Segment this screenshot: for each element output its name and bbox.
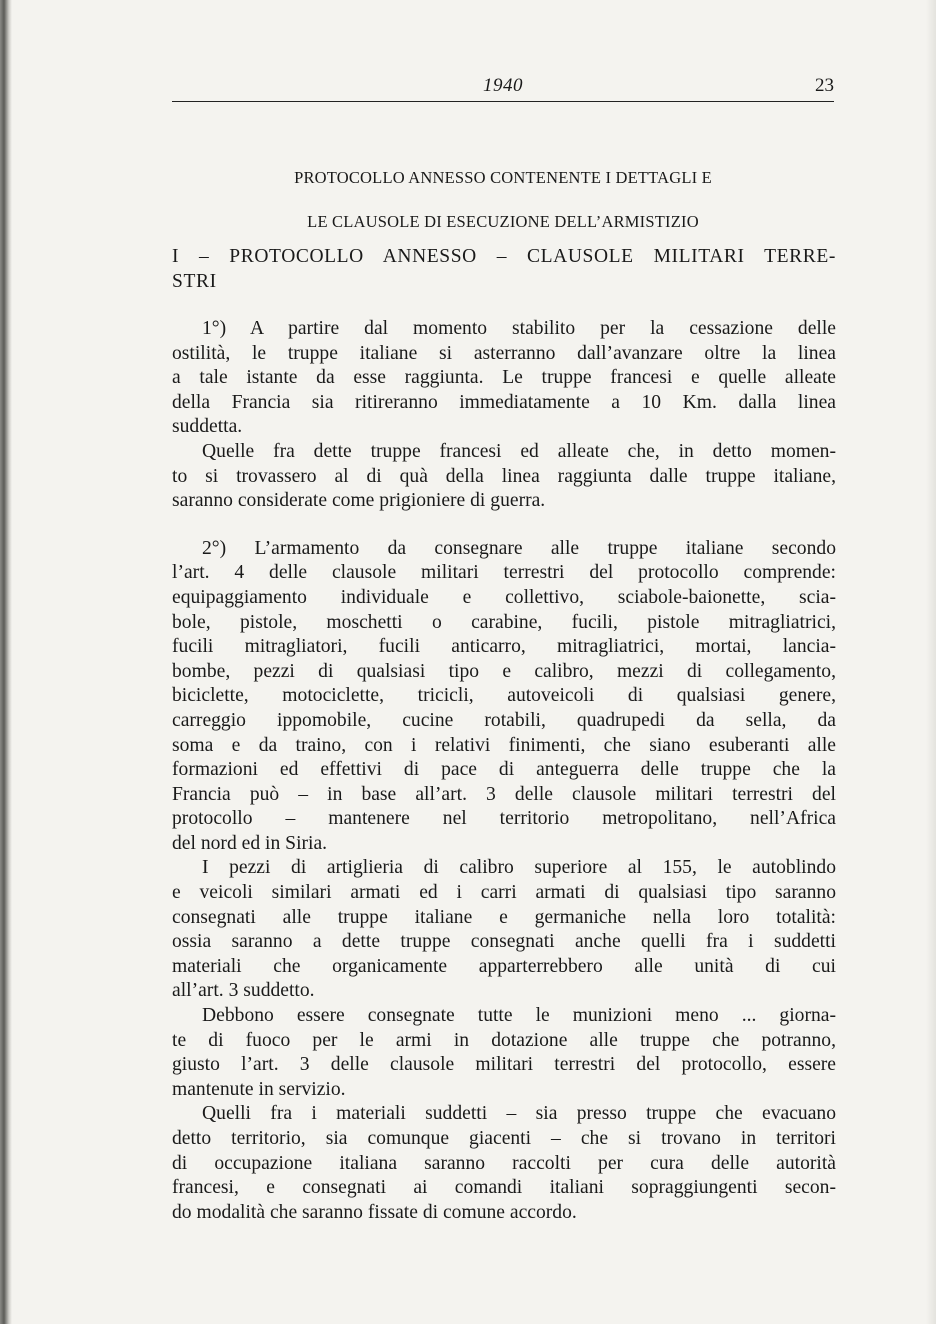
text-line: to si trovassero al di quà della linea raggiunta dalle truppe italiane, [172, 465, 836, 487]
text-line: I pezzi di artiglieria di calibro superiore al 155, le autoblindo [202, 857, 836, 879]
text-line: Debbono essere consegnate tutte le munizioni meno ... giorna- [202, 1005, 836, 1027]
text-line: biciclette, motociclette, tricicli, autoveicoli di qualsiasi genere, [172, 685, 836, 707]
text-line: 1°) A partire dal momento stabilito per la cessazione delle [202, 318, 836, 339]
text-line: francesi, e consegnati ai comandi italiani sopraggiungenti secon- [172, 1177, 836, 1199]
running-header [172, 73, 834, 102]
page-binding-edge [0, 0, 12, 1324]
text-line: soma e da traino, con i relativi finimenti, che siano esuberanti alle [172, 734, 836, 756]
paragraph [172, 317, 836, 440]
paragraph [172, 1102, 836, 1225]
text-line: di occupazione italiana saranno raccolti per cura delle autorità [172, 1152, 836, 1174]
text-line: ossia saranno a dette truppe consegnati anche quelli fra i suddetti [172, 931, 836, 953]
text-line: do modalità che saranno fissate di comune accordo. [172, 1201, 577, 1223]
text-line: Quelle fra dette truppe francesi ed alleate che, in detto momen- [202, 440, 836, 462]
paragraph [172, 856, 836, 1004]
text-line: bombe, pezzi di qualsiasi tipo e calibro, mezzi di collegamento, [172, 660, 836, 682]
text-line: a tale istante da esse raggiunta. Le truppe francesi e quelle alleate [172, 367, 836, 389]
text-line: Quelli fra i materiali suddetti – sia presso truppe che evacuano [202, 1103, 836, 1125]
text-line: fucili mitragliatori, fucili anticarro, mitragliatrici, mortai, lancia- [172, 636, 836, 658]
text-line: Francia può – in base all’art. 3 delle clausole militari terrestri del [172, 783, 836, 805]
text-line: e veicoli similari armati ed i carri armati di qualsiasi tipo saranno [172, 882, 836, 904]
text-line: all’art. 3 suddetto. [172, 980, 315, 1002]
text-line: consegnati alle truppe italiane e germaniche nella loro totalità: [172, 906, 836, 928]
text-line: bole, pistole, moschetti o carabine, fucili, pistole mitragliatrici, [172, 611, 836, 633]
paragraph-spacer [172, 514, 836, 537]
section-heading [172, 244, 836, 293]
text-line: l’art. 4 delle clausole militari terrestri del protocollo comprende: [172, 562, 836, 584]
text-line: saranno considerate come prigioniere di guerra. [172, 490, 546, 512]
text-line: te di fuoco per le armi in dotazione alle truppe che potranno, [172, 1029, 836, 1051]
text-line: detto territorio, sia comunque giacenti – che si trovano in territori [172, 1128, 836, 1149]
text-line: protocollo – mantenere nel territorio metropolitano, nell’Africa [172, 808, 836, 830]
text-line: carreggio ippomobile, cucine rotabili, quadrupedi da sella, da [172, 709, 836, 731]
text-line: giusto l’art. 3 delle clausole militari terrestri del protocollo, essere [172, 1054, 836, 1076]
text-line: ostilità, le truppe italiane si asterranno dall’avanzare oltre la linea [172, 342, 836, 364]
text-line: mantenute in servizio. [172, 1078, 346, 1100]
header-year: 1940 [483, 75, 523, 96]
page-right-edge [926, 0, 936, 1324]
page-number: 23 [815, 75, 834, 96]
document-title [172, 145, 834, 255]
text-line: suddetta. [172, 416, 243, 438]
paragraph [172, 440, 836, 514]
text-line: equipaggiamento individuale e collettivo, sciabole-baionette, scia- [172, 586, 836, 608]
text-line: della Francia sia ritireranno immediatamente a 10 Km. dalla linea [172, 391, 836, 413]
paragraph [172, 537, 836, 857]
text-line: 2°) L’armamento da consegnare alle truppe italiane secondo [202, 537, 836, 559]
title-line: LE CLAUSOLE DI ESECUZIONE DELL’ARMISTIZIO [307, 212, 699, 231]
section-heading-line: I – PROTOCOLLO ANNESSO – CLAUSOLE MILITARI TERRE- [172, 246, 836, 267]
text-line: materiali che organicamente apparterrebbero alle unità di cui [172, 955, 836, 977]
title-line: PROTOCOLLO ANNESSO CONTENENTE I DETTAGLI E [294, 168, 712, 187]
section-heading-line: STRI [172, 270, 217, 292]
text-line: formazioni ed effettivi di pace di anteguerra delle truppe che la [172, 759, 836, 781]
paragraph [172, 1004, 836, 1102]
body-text [172, 317, 836, 1225]
text-line: del nord ed in Siria. [172, 832, 328, 854]
